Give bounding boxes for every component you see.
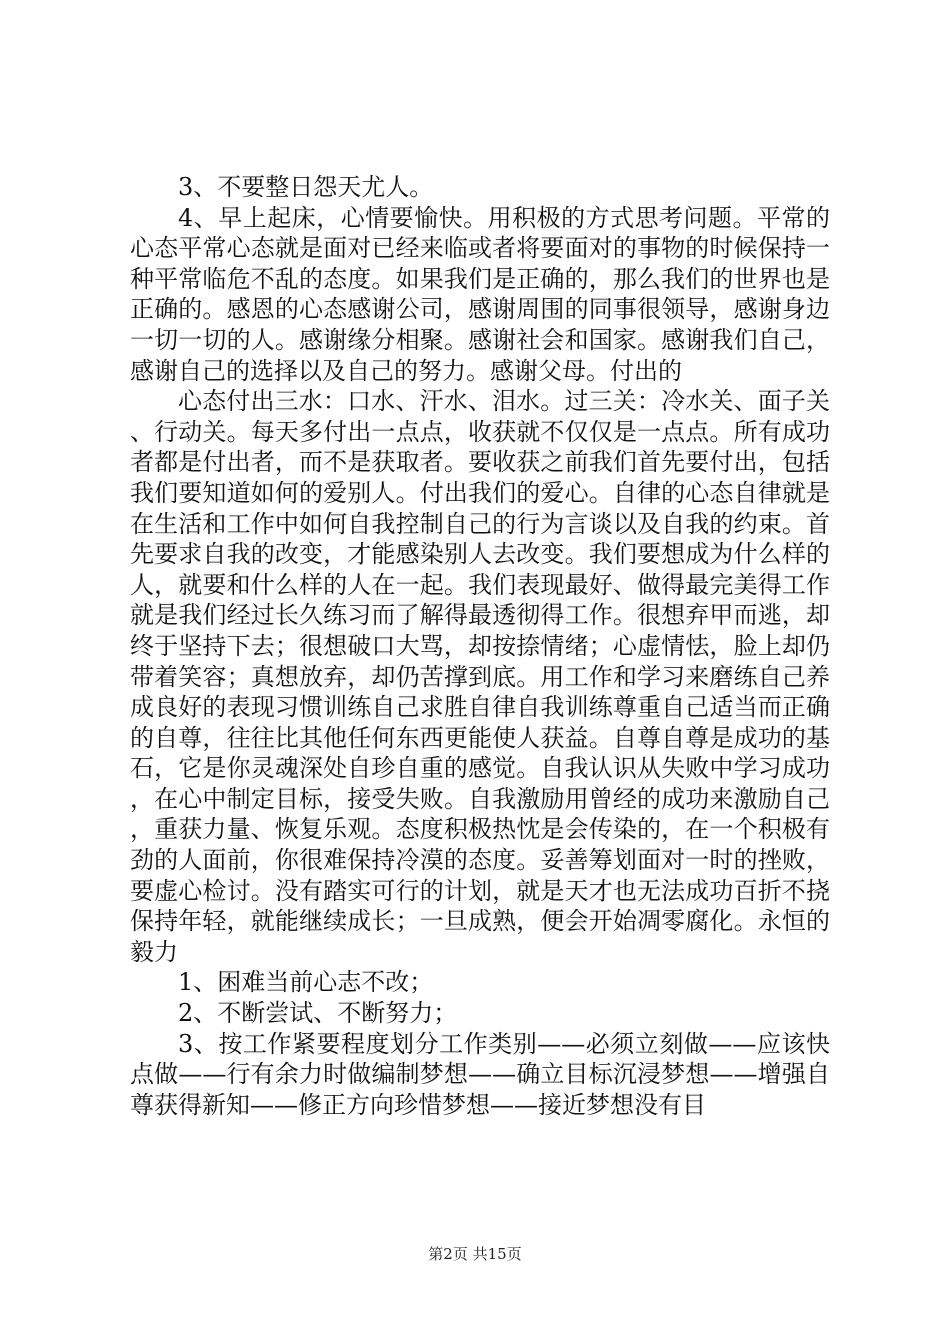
page-footer	[0, 1243, 950, 1264]
document-body	[130, 172, 830, 1120]
paragraph: 2、不断尝试、不断努力；	[178, 999, 458, 1028]
paragraph: 3、不要整日怨天尤人。	[178, 173, 434, 201]
page-number-label: 第2页 共15页	[428, 1245, 522, 1263]
paragraph: 1、困难当前心志不改；	[178, 968, 434, 997]
paragraph: 4、早上起床，心情要愉快。用积极的方式思考问题。平常的心态平常心态就是面对已经来临或者将要面对的事物的时候保持一种平常临危不乱的态度。如果我们是正确的，那么我们的世界也是正确的。感恩的心态感谢公司，感谢周围的同事很领导，感谢身边一切一切的人。感谢缘分相聚。感谢社会和国家。感谢我们自己，感谢自己的选择以及自己的努力。感谢父母。付出的	[130, 203, 830, 385]
paragraph: 3、按工作紧要程度划分工作类别——必须立刻做——应该快点做——行有余力时做编制梦想——确立目标沉浸梦想——增强自尊获得新知——修正方向珍惜梦想——接近梦想没有目	[130, 1029, 830, 1119]
paragraph: 心态付出三水：口水、汗水、泪水。过三关：冷水关、面子关、行动关。每天多付出一点点，收获就不仅仅是一点点。所有成功者都是付出者，而不是获取者。要收获之前我们首先要付出，包括我们要知道如何的爱别人。付出我们的爱心。自律的心态自律就是在生活和工作中如何自我控制自己的行为言谈以及自我的约束。首先要求自我的改变，才能感染别人去改变。我们要想成为什么样的人，就要和什么样的人在一起。我们表现最好、做得最完美得工作就是我们经过长久练习而了解得最透彻得工作。很想弃甲而逃，却终于坚持下去；很想破口大骂，却按捺情绪；心虚情怯，脸上却仍带着笑容；真想放弃，却仍苦撑到底。用工作和学习来磨练自己养成良好的表现习惯训练自己求胜自律自我训练尊重自己适当而正确的自尊，往往比其他任何东西更能使人获益。自尊自尊是成功的基石，它是你灵魂深处自珍自重的感觉。自我认识从失败中学习成功，在心中制定目标，接受失败。自我激励用曾经的成功来激励自己，重获力量、恢复乐观。态度积极热忱是会传染的，在一个积极有劲的人面前，你很难保持冷漠的态度。妥善筹划面对一时的挫败，要虚心检讨。没有踏实可行的计划，就是天才也无法成功百折不挠保持年轻，就能继续成长；一旦成熟，便会开始凋零腐化。永恒的毅力	[130, 387, 830, 966]
